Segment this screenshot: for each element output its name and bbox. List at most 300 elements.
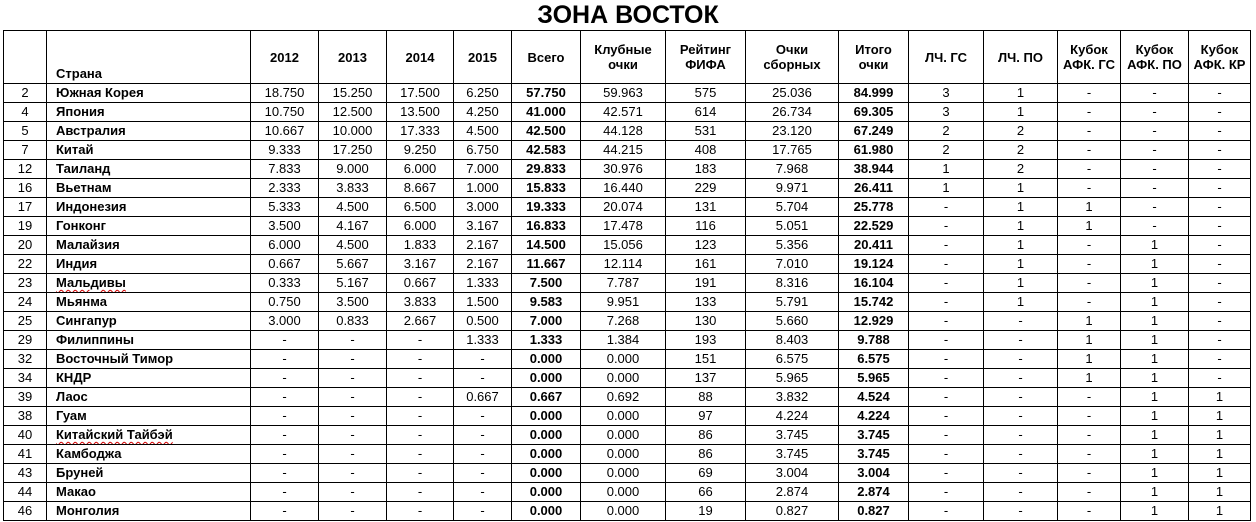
cell-afc-po: 1 [1121,274,1189,293]
cell-acl-po: - [984,331,1058,350]
cell-afc-po: 1 [1121,369,1189,388]
cell-fifa-rank: 193 [666,331,746,350]
cell-y2012: 3.500 [251,217,319,236]
cell-y2015: 4.500 [454,122,512,141]
cell-afc-po: - [1121,198,1189,217]
cell-country: Малайзия [47,236,251,255]
cell-acl-po: 1 [984,103,1058,122]
table-row [4,445,1251,464]
cell-country: Бруней [47,464,251,483]
cell-total: 7.500 [512,274,581,293]
cell-afc-po: 1 [1121,483,1189,502]
header-country: Страна [47,31,251,84]
cell-y2015: 1.333 [454,331,512,350]
cell-y2014: - [387,483,454,502]
cell-nt-points: 4.224 [746,407,839,426]
table-row [4,331,1251,350]
cell-afc-kr: - [1189,350,1251,369]
cell-acl-po: 1 [984,255,1058,274]
cell-rank: 40 [4,426,47,445]
table-row [4,179,1251,198]
cell-rank: 2 [4,84,47,103]
cell-club-points: 0.000 [581,407,666,426]
cell-rank: 19 [4,217,47,236]
cell-afc-gs: - [1058,236,1121,255]
table-header [4,31,1251,84]
cell-y2015: - [454,350,512,369]
cell-y2015: 4.250 [454,103,512,122]
cell-afc-kr: - [1189,198,1251,217]
cell-afc-gs: - [1058,160,1121,179]
cell-y2012: 7.833 [251,160,319,179]
cell-total: 15.833 [512,179,581,198]
cell-country: Филиппины [47,331,251,350]
cell-y2013: - [319,502,387,521]
cell-fifa-rank: 131 [666,198,746,217]
cell-y2015: - [454,483,512,502]
cell-fifa-rank: 614 [666,103,746,122]
cell-y2013: 17.250 [319,141,387,160]
cell-nt-points: 3.004 [746,464,839,483]
cell-afc-kr: - [1189,122,1251,141]
cell-acl-gs: 1 [909,160,984,179]
cell-nt-points: 0.827 [746,502,839,521]
cell-club-points: 0.000 [581,464,666,483]
cell-nt-points: 26.734 [746,103,839,122]
table-row [4,350,1251,369]
cell-rank: 22 [4,255,47,274]
cell-total: 14.500 [512,236,581,255]
cell-fifa-rank: 575 [666,84,746,103]
cell-nt-points: 25.036 [746,84,839,103]
cell-nt-points: 8.316 [746,274,839,293]
cell-fifa-rank: 191 [666,274,746,293]
header-afc-kr: Кубок АФК. КР [1189,31,1251,84]
cell-club-points: 9.951 [581,293,666,312]
cell-y2014: 9.250 [387,141,454,160]
cell-y2013: 4.167 [319,217,387,236]
cell-nt-points: 8.403 [746,331,839,350]
cell-acl-po: 1 [984,274,1058,293]
cell-y2013: - [319,369,387,388]
cell-afc-kr: - [1189,84,1251,103]
cell-club-points: 0.692 [581,388,666,407]
cell-y2012: 9.333 [251,141,319,160]
cell-country: Индонезия [47,198,251,217]
cell-final-points: 26.411 [839,179,909,198]
cell-y2012: 0.750 [251,293,319,312]
cell-y2012: - [251,426,319,445]
cell-final-points: 25.778 [839,198,909,217]
cell-fifa-rank: 151 [666,350,746,369]
cell-club-points: 42.571 [581,103,666,122]
cell-final-points: 61.980 [839,141,909,160]
cell-y2014: - [387,464,454,483]
cell-y2013: 5.167 [319,274,387,293]
cell-total: 0.000 [512,445,581,464]
cell-acl-po: - [984,502,1058,521]
cell-club-points: 0.000 [581,426,666,445]
table-row [4,217,1251,236]
cell-afc-po: 1 [1121,255,1189,274]
cell-club-points: 30.976 [581,160,666,179]
table-row [4,274,1251,293]
cell-afc-kr: 1 [1189,502,1251,521]
cell-y2015: 7.000 [454,160,512,179]
cell-afc-po: - [1121,217,1189,236]
cell-acl-gs: - [909,388,984,407]
cell-afc-kr: 1 [1189,483,1251,502]
cell-y2012: - [251,483,319,502]
cell-acl-gs: - [909,350,984,369]
cell-y2015: - [454,407,512,426]
cell-afc-gs: - [1058,255,1121,274]
cell-afc-po: - [1121,141,1189,160]
cell-rank: 39 [4,388,47,407]
cell-rank: 32 [4,350,47,369]
cell-club-points: 12.114 [581,255,666,274]
cell-afc-kr: - [1189,274,1251,293]
header-afc-gs: Кубок АФК. ГС [1058,31,1121,84]
cell-afc-kr: - [1189,312,1251,331]
table-row [4,502,1251,521]
cell-afc-kr: - [1189,369,1251,388]
cell-acl-gs: - [909,483,984,502]
cell-country: Мьянма [47,293,251,312]
table-row [4,198,1251,217]
ranking-table [3,30,1251,521]
cell-afc-po: 1 [1121,407,1189,426]
cell-final-points: 2.874 [839,483,909,502]
cell-y2014: - [387,407,454,426]
cell-afc-po: - [1121,122,1189,141]
cell-acl-po: 1 [984,293,1058,312]
cell-y2012: - [251,502,319,521]
cell-afc-po: 1 [1121,236,1189,255]
cell-afc-kr: 1 [1189,464,1251,483]
cell-afc-po: 1 [1121,312,1189,331]
cell-y2014: 17.333 [387,122,454,141]
cell-y2014: - [387,426,454,445]
cell-afc-gs: 1 [1058,312,1121,331]
cell-y2012: - [251,445,319,464]
cell-afc-po: 1 [1121,426,1189,445]
cell-nt-points: 23.120 [746,122,839,141]
cell-y2014: 2.667 [387,312,454,331]
cell-country: Китай [47,141,251,160]
cell-total: 0.000 [512,464,581,483]
cell-acl-gs: - [909,464,984,483]
cell-final-points: 3.745 [839,445,909,464]
cell-y2015: 6.250 [454,84,512,103]
cell-nt-points: 5.704 [746,198,839,217]
table-row [4,160,1251,179]
cell-total: 0.000 [512,502,581,521]
cell-y2013: 9.000 [319,160,387,179]
cell-y2015: 6.750 [454,141,512,160]
header-rank [4,31,47,84]
cell-y2012: 0.333 [251,274,319,293]
cell-country: Австралия [47,122,251,141]
cell-country: Макао [47,483,251,502]
cell-total: 42.583 [512,141,581,160]
cell-y2013: - [319,407,387,426]
cell-club-points: 0.000 [581,350,666,369]
cell-acl-gs: - [909,274,984,293]
table-row [4,293,1251,312]
cell-country: Восточный Тимор [47,350,251,369]
cell-rank: 16 [4,179,47,198]
cell-y2014: 3.833 [387,293,454,312]
cell-rank: 4 [4,103,47,122]
cell-fifa-rank: 97 [666,407,746,426]
cell-rank: 20 [4,236,47,255]
cell-acl-po: 2 [984,122,1058,141]
cell-afc-kr: - [1189,331,1251,350]
cell-country: Гонконг [47,217,251,236]
cell-y2012: 6.000 [251,236,319,255]
cell-y2012: 0.667 [251,255,319,274]
cell-final-points: 3.004 [839,464,909,483]
cell-fifa-rank: 88 [666,388,746,407]
cell-y2012: - [251,350,319,369]
header-final-points: Итого очки [839,31,909,84]
cell-acl-gs: 2 [909,122,984,141]
cell-y2013: - [319,388,387,407]
cell-afc-kr: - [1189,255,1251,274]
cell-nt-points: 2.874 [746,483,839,502]
cell-y2015: - [454,464,512,483]
cell-y2014: - [387,502,454,521]
cell-y2014: - [387,369,454,388]
table-row [4,84,1251,103]
cell-final-points: 20.411 [839,236,909,255]
country-name: Мальдивы [56,275,126,290]
cell-y2013: - [319,445,387,464]
cell-y2012: 3.000 [251,312,319,331]
cell-fifa-rank: 137 [666,369,746,388]
cell-final-points: 38.944 [839,160,909,179]
cell-total: 41.000 [512,103,581,122]
cell-club-points: 44.215 [581,141,666,160]
cell-rank: 46 [4,502,47,521]
header-total: Всего [512,31,581,84]
cell-country [47,274,251,293]
cell-y2015: - [454,445,512,464]
cell-rank: 23 [4,274,47,293]
cell-country: Вьетнам [47,179,251,198]
cell-final-points: 3.745 [839,426,909,445]
cell-y2013: 15.250 [319,84,387,103]
cell-acl-gs: 2 [909,141,984,160]
cell-acl-po: - [984,350,1058,369]
cell-afc-po: - [1121,103,1189,122]
cell-y2014: 6.500 [387,198,454,217]
cell-rank: 25 [4,312,47,331]
cell-afc-kr: 1 [1189,426,1251,445]
cell-afc-gs: 1 [1058,198,1121,217]
cell-nt-points: 3.745 [746,445,839,464]
cell-country: Индия [47,255,251,274]
cell-acl-po: - [984,445,1058,464]
cell-acl-gs: - [909,293,984,312]
cell-afc-po: 1 [1121,350,1189,369]
cell-afc-kr: - [1189,179,1251,198]
cell-club-points: 15.056 [581,236,666,255]
cell-afc-kr: - [1189,103,1251,122]
cell-fifa-rank: 123 [666,236,746,255]
page-title: ЗОНА ВОСТОК [537,1,719,29]
cell-acl-gs: - [909,369,984,388]
cell-nt-points: 5.791 [746,293,839,312]
table-row [4,426,1251,445]
cell-acl-po: 1 [984,217,1058,236]
cell-rank: 24 [4,293,47,312]
header-2012: 2012 [251,31,319,84]
cell-y2012: - [251,464,319,483]
cell-acl-po: - [984,483,1058,502]
cell-final-points: 22.529 [839,217,909,236]
cell-country [47,426,251,445]
cell-afc-gs: - [1058,84,1121,103]
cell-y2012: - [251,407,319,426]
cell-rank: 12 [4,160,47,179]
cell-acl-po: 1 [984,179,1058,198]
cell-nt-points: 17.765 [746,141,839,160]
cell-y2013: 0.833 [319,312,387,331]
cell-country: Монголия [47,502,251,521]
header-club-points: Клубные очки [581,31,666,84]
table-row [4,103,1251,122]
cell-afc-po: 1 [1121,502,1189,521]
cell-fifa-rank: 116 [666,217,746,236]
cell-nt-points: 7.010 [746,255,839,274]
cell-y2012: 5.333 [251,198,319,217]
cell-y2014: 6.000 [387,217,454,236]
cell-fifa-rank: 66 [666,483,746,502]
cell-acl-gs: - [909,426,984,445]
cell-y2015: - [454,426,512,445]
cell-acl-gs: - [909,255,984,274]
cell-total: 0.000 [512,350,581,369]
cell-y2013: 4.500 [319,236,387,255]
cell-y2012: 10.667 [251,122,319,141]
cell-nt-points: 6.575 [746,350,839,369]
cell-fifa-rank: 130 [666,312,746,331]
cell-afc-gs: - [1058,293,1121,312]
cell-total: 19.333 [512,198,581,217]
header-2013: 2013 [319,31,387,84]
cell-afc-kr: 1 [1189,388,1251,407]
cell-afc-gs: - [1058,388,1121,407]
cell-y2012: - [251,388,319,407]
cell-afc-kr: - [1189,236,1251,255]
cell-afc-gs: 1 [1058,350,1121,369]
cell-total: 9.583 [512,293,581,312]
cell-club-points: 0.000 [581,369,666,388]
cell-total: 11.667 [512,255,581,274]
table-row [4,312,1251,331]
cell-total: 1.333 [512,331,581,350]
cell-y2013: - [319,331,387,350]
cell-club-points: 0.000 [581,483,666,502]
cell-total: 0.000 [512,369,581,388]
cell-y2014: 3.167 [387,255,454,274]
cell-afc-kr: 1 [1189,445,1251,464]
cell-acl-po: - [984,426,1058,445]
cell-afc-gs: - [1058,122,1121,141]
cell-y2014: 13.500 [387,103,454,122]
cell-afc-gs: 1 [1058,217,1121,236]
cell-afc-gs: - [1058,502,1121,521]
country-name: Китайский Тайбэй [56,427,173,442]
cell-nt-points: 3.832 [746,388,839,407]
cell-y2015: 1.500 [454,293,512,312]
cell-club-points: 59.963 [581,84,666,103]
cell-nt-points: 3.745 [746,426,839,445]
cell-nt-points: 5.660 [746,312,839,331]
cell-country: Сингапур [47,312,251,331]
cell-y2013: 3.833 [319,179,387,198]
cell-y2012: 2.333 [251,179,319,198]
cell-afc-po: 1 [1121,464,1189,483]
cell-acl-po: - [984,464,1058,483]
cell-rank: 5 [4,122,47,141]
cell-final-points: 69.305 [839,103,909,122]
cell-rank: 41 [4,445,47,464]
cell-y2015: - [454,502,512,521]
cell-final-points: 5.965 [839,369,909,388]
cell-fifa-rank: 229 [666,179,746,198]
cell-final-points: 19.124 [839,255,909,274]
cell-y2014: - [387,388,454,407]
cell-acl-gs: - [909,217,984,236]
cell-afc-kr: 1 [1189,407,1251,426]
cell-afc-kr: - [1189,141,1251,160]
cell-afc-gs: - [1058,407,1121,426]
header-afc-po: Кубок АФК. ПО [1121,31,1189,84]
cell-afc-kr: - [1189,217,1251,236]
header-2014: 2014 [387,31,454,84]
cell-acl-gs: - [909,502,984,521]
cell-acl-gs: 1 [909,179,984,198]
cell-afc-gs: - [1058,483,1121,502]
cell-y2015: 0.500 [454,312,512,331]
cell-final-points: 12.929 [839,312,909,331]
cell-acl-gs: - [909,407,984,426]
cell-final-points: 0.827 [839,502,909,521]
table-row [4,388,1251,407]
cell-country: Гуам [47,407,251,426]
cell-fifa-rank: 69 [666,464,746,483]
cell-afc-kr: - [1189,160,1251,179]
cell-fifa-rank: 86 [666,426,746,445]
table-row [4,236,1251,255]
cell-total: 29.833 [512,160,581,179]
cell-nt-points: 9.971 [746,179,839,198]
table-row [4,407,1251,426]
cell-y2013: 4.500 [319,198,387,217]
cell-country: Камбоджа [47,445,251,464]
header-nt-points: Очки сборных [746,31,839,84]
cell-fifa-rank: 161 [666,255,746,274]
cell-afc-po: 1 [1121,331,1189,350]
cell-y2014: - [387,350,454,369]
cell-nt-points: 5.965 [746,369,839,388]
table-row [4,464,1251,483]
cell-total: 16.833 [512,217,581,236]
cell-y2015: 3.000 [454,198,512,217]
